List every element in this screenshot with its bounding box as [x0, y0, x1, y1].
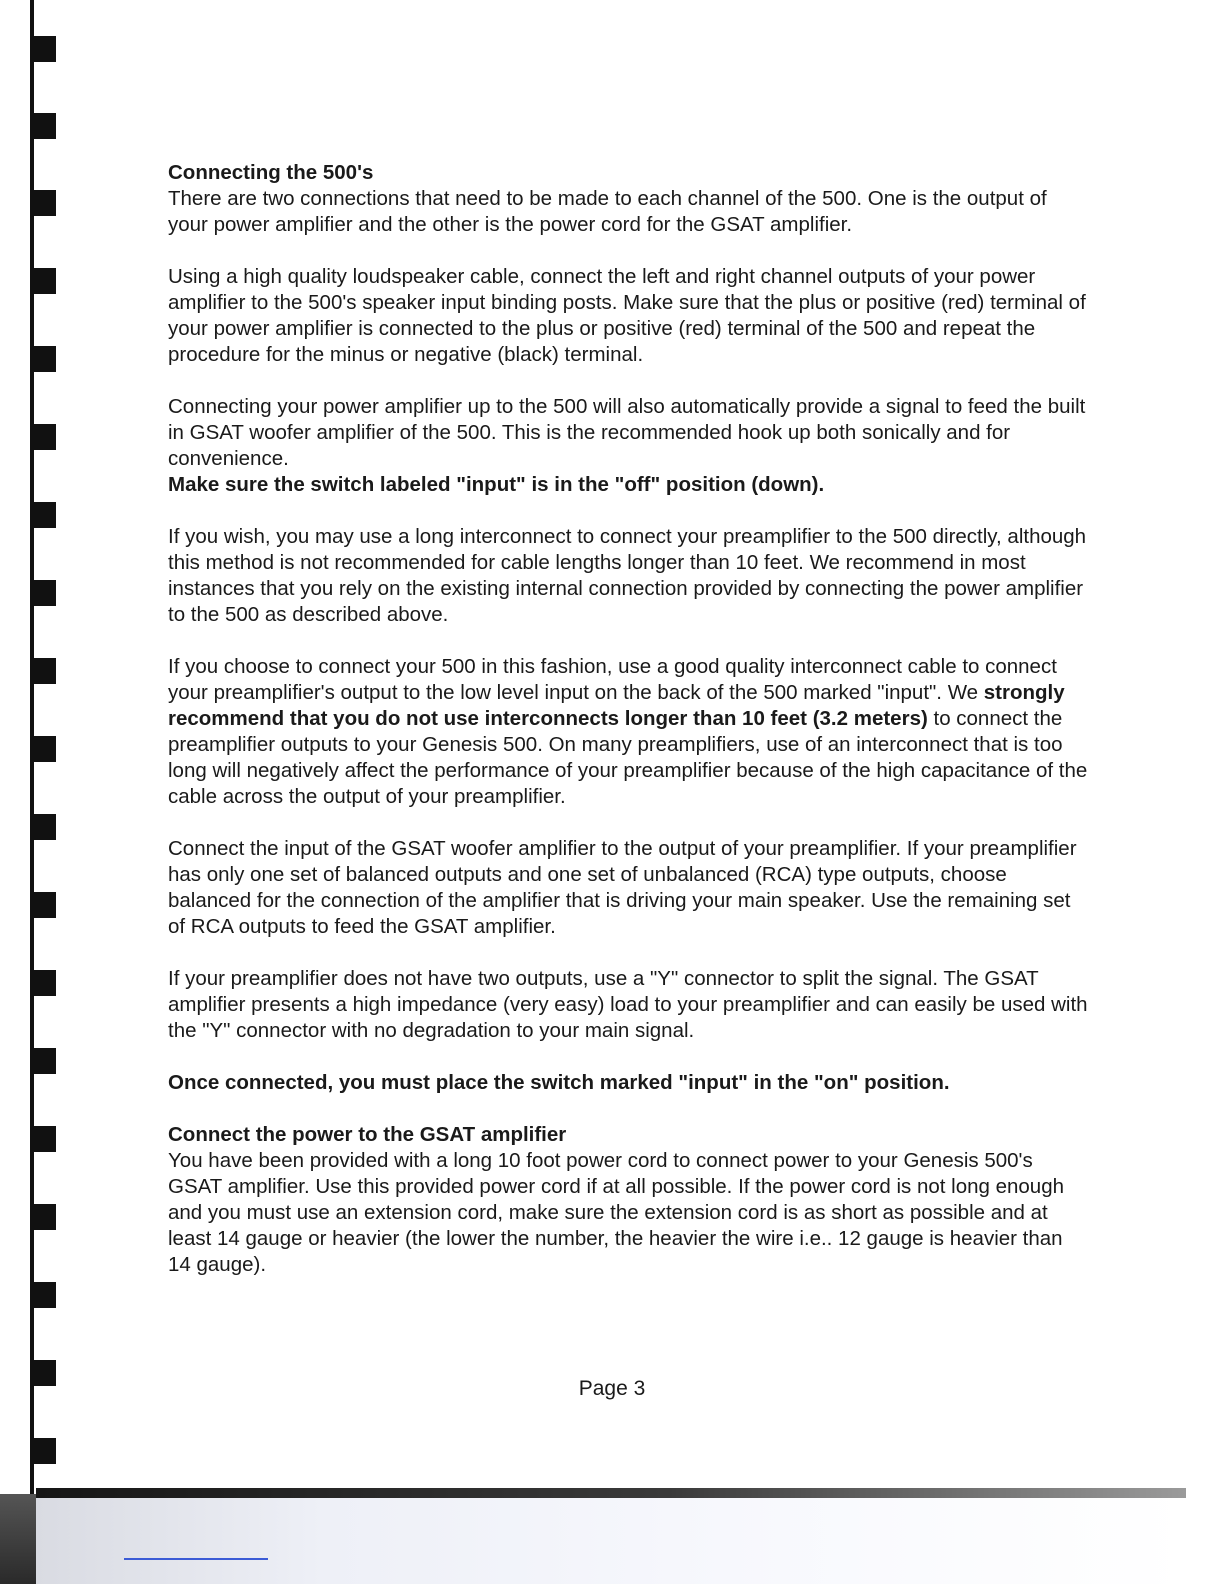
paragraph-text: If you choose to connect your 500 in this fashion, use a good quality interconnect cable to connect your preamplifier's output to the low level input on the back of the 500 marked "input". We: [168, 655, 1057, 704]
section-heading-power: Connect the power to the GSAT amplifier: [168, 1123, 567, 1146]
binding-tab: [34, 424, 56, 450]
spiral-binding: [0, 0, 62, 1500]
section-heading-connecting: Connecting the 500's: [168, 161, 374, 184]
emphasis-text: strongly recommend that you do not use interconnects longer than 10 feet (3.2 meters): [168, 681, 1065, 730]
paragraph: Connecting your power amplifier up to the 500 will also automatically provide a signal to feed the built in GSAT woofer amplifier of the 500. This is the recommended hook up both sonically and for convenience.: [168, 395, 1086, 470]
scan-mark: [124, 1558, 268, 1560]
paragraph: [168, 654, 1088, 810]
warning-paragraph: Make sure the switch labeled "input" is in the "off" position (down).: [168, 473, 825, 496]
binding-tab: [34, 346, 56, 372]
binding-tab: [34, 658, 56, 684]
paragraph: If your preamplifier does not have two outputs, use a "Y" connector to split the signal. The GSAT amplifier presents a high impedance (very easy) load to your preamplifier and can easily be used with the "Y" connector with no degradation to your main signal.: [168, 967, 1088, 1042]
paragraph: Connect the input of the GSAT woofer amplifier to the output of your preamplifier. If your preamplifier has only one set of balanced outputs and one set of unbalanced (RCA) type outputs, choose balanced for the connection of the amplifier that is driving your main speaker. Use the remaining set of RCA outputs to feed the GSAT amplifier.: [168, 837, 1077, 938]
warning-paragraph: Once connected, you must place the switch marked "input" in the "on" position.: [168, 1071, 950, 1094]
paragraph: You have been provided with a long 10 foot power cord to connect power to your Genesis 500's GSAT amplifier. Use this provided power cord if at all possible. If the power cord is not long enough and you must use an extension cord, make sure the extension cord is as short as possible and at least 14 gauge or heavier (the lower the number, the heavier the wire i.e.. 12 gauge is heavier than 14 gauge).: [168, 1149, 1065, 1276]
binding-tab: [34, 814, 56, 840]
binding-tab: [34, 502, 56, 528]
binding-tab: [34, 736, 56, 762]
binding-tab: [34, 1126, 56, 1152]
paragraph: There are two connections that need to be made to each channel of the 500. One is the output of your power amplifier and the other is the power cord for the GSAT amplifier.: [168, 187, 1047, 236]
binding-tab: [34, 268, 56, 294]
page-content: [168, 160, 1088, 1304]
paragraph: If you wish, you may use a long interconnect to connect your preamplifier to the 500 directly, although this method is not recommended for cable lengths longer than 10 feet. We recommend in most instances that you rely on the existing internal connection provided by connecting the power amplifier to the 500 as described above.: [168, 525, 1087, 626]
paragraph: Using a high quality loudspeaker cable, connect the left and right channel outputs of your power amplifier to the 500's speaker input binding posts. Make sure that the plus or positive (red) terminal of your power amplifier is connected to the plus or positive (red) terminal of the 500 and repeat the procedure for the minus or negative (black) terminal.: [168, 265, 1086, 366]
binding-tab: [34, 970, 56, 996]
binding-tab: [34, 892, 56, 918]
binding-tab: [34, 190, 56, 216]
paragraph-text: to connect the preamplifier outputs to your Genesis 500. On many preamplifiers, use of an interconnect that is too long will negatively affect the performance of your preamplifier because of the high capacitance of the cable across the output of your preamplifier.: [168, 707, 1088, 808]
binding-tab: [34, 1438, 56, 1464]
binding-tab: [34, 1282, 56, 1308]
scan-bottom-edge: [36, 1488, 1186, 1584]
binding-tab: [34, 1204, 56, 1230]
binding-tab: [34, 1048, 56, 1074]
binding-tab: [34, 580, 56, 606]
binding-tab: [34, 113, 56, 139]
binding-tab: [34, 36, 56, 62]
page-number: Page 3: [578, 1377, 646, 1400]
